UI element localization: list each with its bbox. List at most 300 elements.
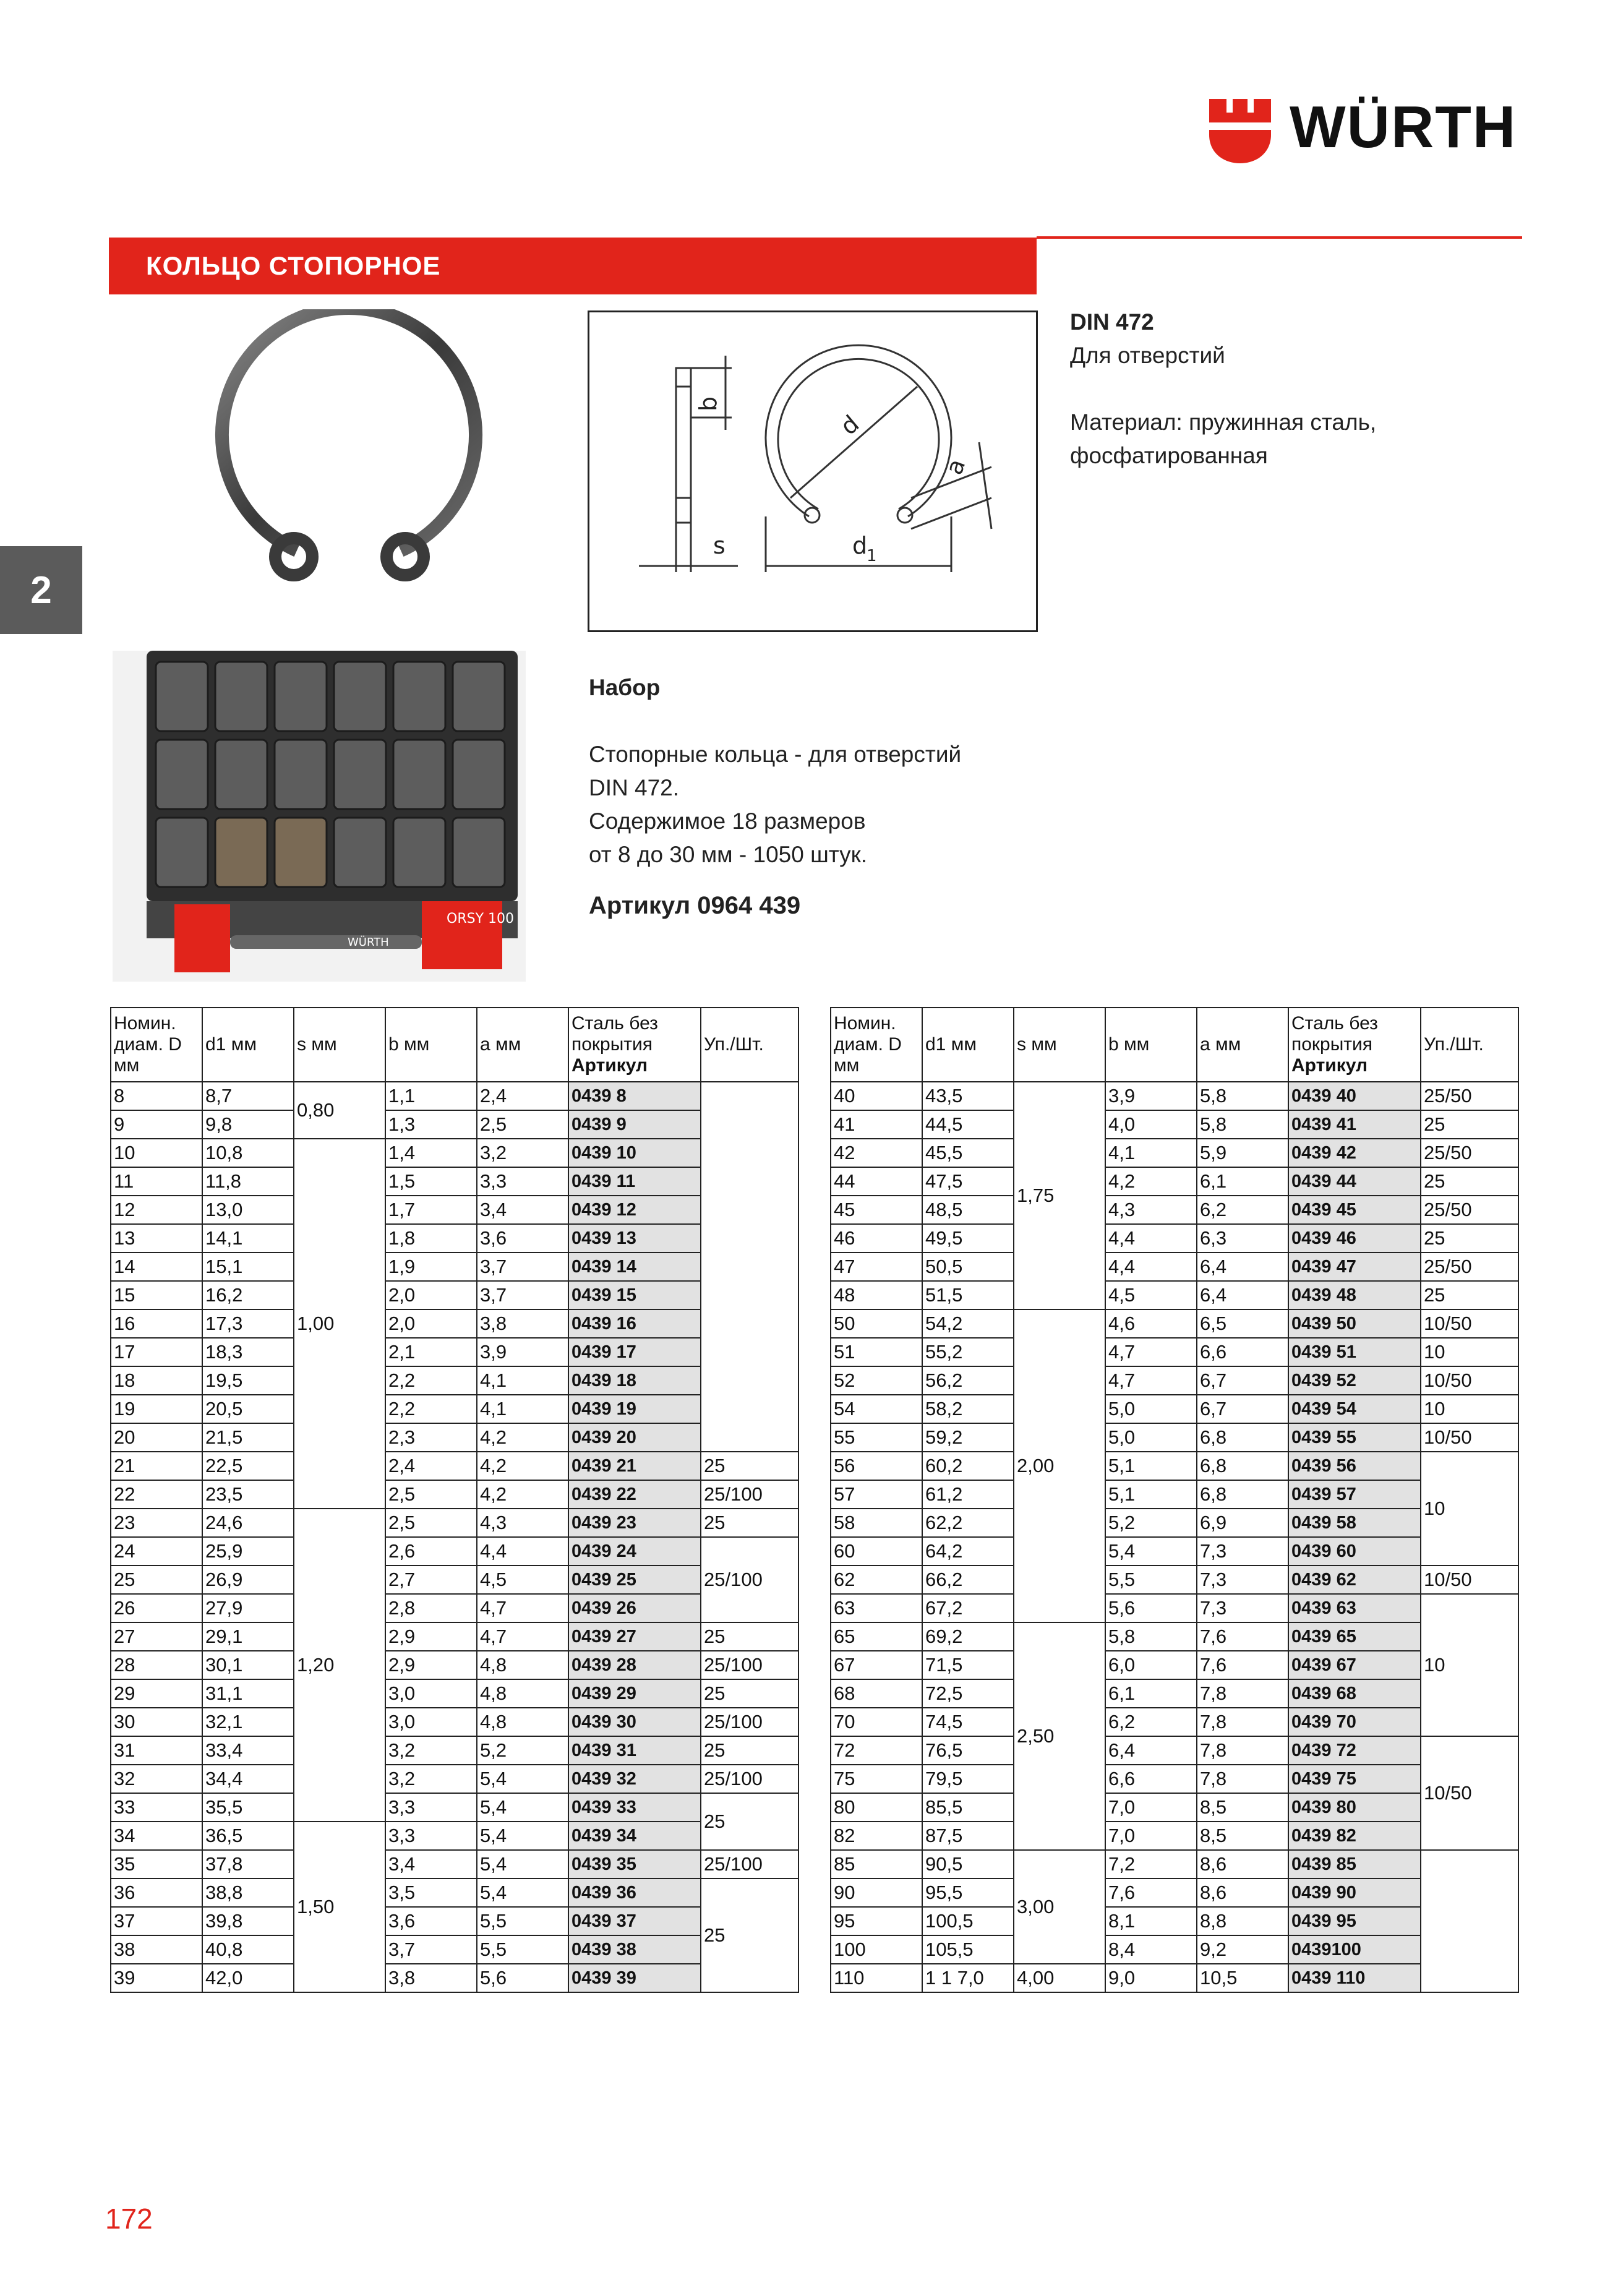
cell-b: 1,4 <box>385 1139 477 1167</box>
header-nominal-diameter <box>831 1008 922 1082</box>
cell-nominal-diameter: 82 <box>831 1822 922 1850</box>
cell-d1: 48,5 <box>922 1196 1014 1224</box>
standard-name: DIN 472 <box>1070 309 1154 335</box>
cell-b: 1,1 <box>385 1082 477 1110</box>
cell-article: 0439 75 <box>1288 1765 1421 1793</box>
cell-a: 5,2 <box>477 1736 568 1765</box>
cell-nominal-diameter: 51 <box>831 1338 922 1366</box>
cell-a: 4,4 <box>477 1537 568 1566</box>
cell-article: 0439 12 <box>568 1196 701 1224</box>
cell-article: 0439 25 <box>568 1566 701 1594</box>
cell-b: 2,9 <box>385 1651 477 1679</box>
table-row <box>831 1480 1518 1509</box>
cell-b: 5,1 <box>1105 1480 1197 1509</box>
header-article <box>568 1008 701 1082</box>
cell-d1: 54,2 <box>922 1309 1014 1338</box>
cell-a: 4,3 <box>477 1509 568 1537</box>
cell-nominal-diameter: 32 <box>111 1765 202 1793</box>
cell-nominal-diameter: 13 <box>111 1224 202 1253</box>
header-nominal-diameter-line: Номин. <box>114 1013 176 1034</box>
page-number: 172 <box>105 2203 153 2235</box>
table-row <box>111 1765 798 1793</box>
spec-table-right <box>830 1007 1519 1993</box>
cell-a: 5,6 <box>477 1964 568 1992</box>
cell-nominal-diameter: 23 <box>111 1509 202 1537</box>
table-row <box>831 1366 1518 1395</box>
cell-pack: 25 <box>701 1622 798 1651</box>
header-d1 <box>922 1008 1014 1082</box>
cell-b: 6,4 <box>1105 1736 1197 1765</box>
cell-a: 4,7 <box>477 1622 568 1651</box>
cell-article: 0439100 <box>1288 1935 1421 1964</box>
cell-pack: 25/100 <box>701 1651 798 1679</box>
cell-nominal-diameter: 36 <box>111 1878 202 1907</box>
header-s-line: s мм <box>1017 1034 1057 1055</box>
cell-nominal-diameter: 31 <box>111 1736 202 1765</box>
cell-nominal-diameter: 45 <box>831 1196 922 1224</box>
cell-b: 1,8 <box>385 1224 477 1253</box>
cell-a: 6,7 <box>1197 1366 1288 1395</box>
cell-nominal-diameter: 70 <box>831 1708 922 1736</box>
kit-compartment <box>334 818 386 887</box>
table-row <box>111 1594 798 1622</box>
cell-b: 2,8 <box>385 1594 477 1622</box>
material-line-2: фосфатированная <box>1070 443 1268 468</box>
table-row <box>831 1793 1518 1822</box>
cell-d1: 100,5 <box>922 1907 1014 1935</box>
cell-d1: 64,2 <box>922 1537 1014 1566</box>
cell-article: 0439 90 <box>1288 1878 1421 1907</box>
cell-a: 4,8 <box>477 1651 568 1679</box>
cell-b: 6,1 <box>1105 1679 1197 1708</box>
cell-pack: 25/50 <box>1421 1196 1518 1224</box>
cell-nominal-diameter: 44 <box>831 1167 922 1196</box>
cell-article: 0439 28 <box>568 1651 701 1679</box>
cell-b: 1,3 <box>385 1110 477 1139</box>
cell-d1: 47,5 <box>922 1167 1014 1196</box>
cell-nominal-diameter: 110 <box>831 1964 922 1992</box>
cell-nominal-diameter: 95 <box>831 1907 922 1935</box>
table-row <box>831 1935 1518 1964</box>
cell-d1: 11,8 <box>202 1167 294 1196</box>
cell-d1: 42,0 <box>202 1964 294 1992</box>
cell-b: 4,1 <box>1105 1139 1197 1167</box>
cell-nominal-diameter: 80 <box>831 1793 922 1822</box>
cell-d1: 85,5 <box>922 1793 1014 1822</box>
cell-d1: 56,2 <box>922 1366 1014 1395</box>
cell-article: 0439 44 <box>1288 1167 1421 1196</box>
header-nominal-diameter-line: мм <box>834 1055 860 1076</box>
cell-nominal-diameter: 26 <box>111 1594 202 1622</box>
cell-s: 1,75 <box>1014 1082 1105 1309</box>
cell-pack: 10/50 <box>1421 1309 1518 1338</box>
cell-article: 0439 8 <box>568 1082 701 1110</box>
cell-article: 0439 40 <box>1288 1082 1421 1110</box>
cell-d1: 13,0 <box>202 1196 294 1224</box>
cell-a: 7,8 <box>1197 1708 1288 1736</box>
cell-article: 0439 30 <box>568 1708 701 1736</box>
cell-pack: 10/50 <box>1421 1736 1518 1850</box>
cell-a: 7,3 <box>1197 1594 1288 1622</box>
cell-a: 4,2 <box>477 1452 568 1480</box>
cell-b: 2,3 <box>385 1423 477 1452</box>
header-a-line: a мм <box>1200 1034 1241 1055</box>
cell-b: 3,3 <box>385 1793 477 1822</box>
cell-a: 4,2 <box>477 1480 568 1509</box>
cell-b: 3,4 <box>385 1850 477 1878</box>
table-row <box>111 1395 798 1423</box>
cell-nominal-diameter: 72 <box>831 1736 922 1765</box>
header-article-line: покрытия <box>1291 1034 1373 1055</box>
cell-nominal-diameter: 100 <box>831 1935 922 1964</box>
cell-article: 0439 19 <box>568 1395 701 1423</box>
cell-pack: 25 <box>701 1452 798 1480</box>
cell-a: 7,8 <box>1197 1679 1288 1708</box>
header-nominal-diameter-line: диам. D <box>114 1034 182 1055</box>
table-row <box>111 1281 798 1309</box>
cell-nominal-diameter: 57 <box>831 1480 922 1509</box>
cell-a: 3,3 <box>477 1167 568 1196</box>
cell-a: 8,6 <box>1197 1850 1288 1878</box>
table-row <box>831 1309 1518 1338</box>
cell-b: 5,1 <box>1105 1452 1197 1480</box>
cell-article: 0439 57 <box>1288 1480 1421 1509</box>
cell-article: 0439 60 <box>1288 1537 1421 1566</box>
cell-d1: 29,1 <box>202 1622 294 1651</box>
cell-b: 2,4 <box>385 1452 477 1480</box>
table-row <box>111 1480 798 1509</box>
table-row <box>111 1878 798 1907</box>
cell-nominal-diameter: 14 <box>111 1253 202 1281</box>
retaining-ring-photo <box>204 309 495 606</box>
table-row <box>111 1622 798 1651</box>
label-a: a <box>940 455 971 479</box>
table-row <box>111 1253 798 1281</box>
table-row <box>111 1082 798 1110</box>
cell-b: 4,7 <box>1105 1338 1197 1366</box>
cell-s: 1,20 <box>294 1509 385 1822</box>
cell-pack: 25/100 <box>701 1765 798 1793</box>
cell-d1: 51,5 <box>922 1281 1014 1309</box>
cell-nominal-diameter: 35 <box>111 1850 202 1878</box>
cell-nominal-diameter: 63 <box>831 1594 922 1622</box>
cell-article: 0439 29 <box>568 1679 701 1708</box>
table-row <box>111 1708 798 1736</box>
cell-b: 3,8 <box>385 1964 477 1992</box>
cell-d1: 43,5 <box>922 1082 1014 1110</box>
cell-d1: 32,1 <box>202 1708 294 1736</box>
cell-a: 6,3 <box>1197 1224 1288 1253</box>
kit-line-1: Стопорные кольца - для отверстий <box>589 742 962 767</box>
header-b <box>1105 1008 1197 1082</box>
cell-pack: 25/100 <box>701 1708 798 1736</box>
cell-article: 0439 51 <box>1288 1338 1421 1366</box>
header-rule <box>1037 236 1522 239</box>
cell-d1: 87,5 <box>922 1822 1014 1850</box>
cell-d1: 39,8 <box>202 1907 294 1935</box>
cell-a: 6,1 <box>1197 1167 1288 1196</box>
header-a <box>477 1008 568 1082</box>
table-row <box>831 1708 1518 1736</box>
cell-nominal-diameter: 68 <box>831 1679 922 1708</box>
cell-article: 0439 39 <box>568 1964 701 1992</box>
cell-article: 0439 26 <box>568 1594 701 1622</box>
cell-a: 6,2 <box>1197 1196 1288 1224</box>
cell-b: 4,0 <box>1105 1110 1197 1139</box>
wurth-logo-text: WÜRTH <box>1290 94 1517 160</box>
table-row <box>111 1537 798 1566</box>
cell-d1: 71,5 <box>922 1651 1014 1679</box>
cell-article: 0439 37 <box>568 1907 701 1935</box>
table-row <box>831 1537 1518 1566</box>
cell-d1: 8,7 <box>202 1082 294 1110</box>
cell-nominal-diameter: 27 <box>111 1622 202 1651</box>
kit-case-label: ORSY 100 <box>447 911 514 927</box>
kit-compartment <box>275 662 327 731</box>
cell-b: 3,5 <box>385 1878 477 1907</box>
cell-pack: 25/50 <box>1421 1253 1518 1281</box>
header-pack-line: Уп./Шт. <box>1424 1034 1484 1055</box>
header-article-line: Артикул <box>571 1055 648 1076</box>
cell-article: 0439 67 <box>1288 1651 1421 1679</box>
cell-b: 5,2 <box>1105 1509 1197 1537</box>
cell-a: 4,1 <box>477 1366 568 1395</box>
cell-d1: 21,5 <box>202 1423 294 1452</box>
table-row <box>111 1110 798 1139</box>
cell-nominal-diameter: 8 <box>111 1082 202 1110</box>
header-d1 <box>202 1008 294 1082</box>
cell-article: 0439 62 <box>1288 1566 1421 1594</box>
cell-article: 0439 11 <box>568 1167 701 1196</box>
cell-a: 5,4 <box>477 1822 568 1850</box>
kit-compartment <box>275 740 327 809</box>
cell-b: 3,0 <box>385 1679 477 1708</box>
kit-compartment <box>334 740 386 809</box>
cell-nominal-diameter: 12 <box>111 1196 202 1224</box>
product-description <box>1070 306 1376 473</box>
cell-pack: 10/50 <box>1421 1423 1518 1452</box>
cell-pack: 25 <box>701 1793 798 1850</box>
cell-d1: 10,8 <box>202 1139 294 1167</box>
cell-d1: 67,2 <box>922 1594 1014 1622</box>
cell-a: 4,7 <box>477 1594 568 1622</box>
cell-b: 3,0 <box>385 1708 477 1736</box>
cell-d1: 14,1 <box>202 1224 294 1253</box>
cell-a: 6,9 <box>1197 1509 1288 1537</box>
cell-article: 0439 24 <box>568 1537 701 1566</box>
cell-b: 4,3 <box>1105 1196 1197 1224</box>
cell-d1: 20,5 <box>202 1395 294 1423</box>
cell-b: 2,7 <box>385 1566 477 1594</box>
kit-compartment <box>156 740 208 809</box>
cell-pack: 10/50 <box>1421 1366 1518 1395</box>
cell-d1: 60,2 <box>922 1452 1014 1480</box>
cell-b: 3,2 <box>385 1736 477 1765</box>
cell-pack: 25/100 <box>701 1850 798 1878</box>
cell-nominal-diameter: 65 <box>831 1622 922 1651</box>
cell-d1: 17,3 <box>202 1309 294 1338</box>
cell-article: 0439 38 <box>568 1935 701 1964</box>
material-line-1: Материал: пружинная сталь, <box>1070 409 1377 435</box>
table-row <box>111 1907 798 1935</box>
cell-d1: 90,5 <box>922 1850 1014 1878</box>
cell-a: 9,2 <box>1197 1935 1288 1964</box>
cell-a: 3,8 <box>477 1309 568 1338</box>
cell-a: 8,8 <box>1197 1907 1288 1935</box>
cell-a: 7,6 <box>1197 1622 1288 1651</box>
table-row <box>111 1309 798 1338</box>
kit-line-4: от 8 до 30 мм - 1050 штук. <box>589 842 868 867</box>
cell-nominal-diameter: 9 <box>111 1110 202 1139</box>
cell-a: 4,5 <box>477 1566 568 1594</box>
cell-article: 0439 10 <box>568 1139 701 1167</box>
cell-a: 3,6 <box>477 1224 568 1253</box>
cell-nominal-diameter: 54 <box>831 1395 922 1423</box>
cell-pack: 25 <box>701 1509 798 1537</box>
table-row <box>111 1366 798 1395</box>
table-row <box>111 1651 798 1679</box>
cell-b: 6,0 <box>1105 1651 1197 1679</box>
cell-a: 6,8 <box>1197 1423 1288 1452</box>
kit-compartment <box>393 740 445 809</box>
cell-d1: 58,2 <box>922 1395 1014 1423</box>
kit-compartment <box>215 818 267 887</box>
cell-b: 2,1 <box>385 1338 477 1366</box>
cell-b: 9,0 <box>1105 1964 1197 1992</box>
cell-b: 4,4 <box>1105 1253 1197 1281</box>
table-row <box>831 1139 1518 1167</box>
cell-b: 3,6 <box>385 1907 477 1935</box>
cell-nominal-diameter: 40 <box>831 1082 922 1110</box>
cell-b: 4,2 <box>1105 1167 1197 1196</box>
cell-a: 5,8 <box>1197 1082 1288 1110</box>
cell-nominal-diameter: 46 <box>831 1224 922 1253</box>
cell-d1: 15,1 <box>202 1253 294 1281</box>
table-row <box>111 1509 798 1537</box>
cell-b: 7,6 <box>1105 1878 1197 1907</box>
cell-nominal-diameter: 22 <box>111 1480 202 1509</box>
chapter-tab: 2 <box>0 546 82 634</box>
cell-article: 0439 15 <box>568 1281 701 1309</box>
kit-compartment <box>453 662 505 731</box>
cell-b: 2,0 <box>385 1281 477 1309</box>
cell-a: 5,4 <box>477 1850 568 1878</box>
kit-compartment <box>156 818 208 887</box>
table-row <box>111 1793 798 1822</box>
cell-pack <box>701 1082 798 1452</box>
cell-nominal-diameter: 33 <box>111 1793 202 1822</box>
cell-a: 5,4 <box>477 1765 568 1793</box>
cell-a: 3,2 <box>477 1139 568 1167</box>
cell-a: 5,5 <box>477 1935 568 1964</box>
cell-b: 4,5 <box>1105 1281 1197 1309</box>
cell-article: 0439 22 <box>568 1480 701 1509</box>
cell-d1: 22,5 <box>202 1452 294 1480</box>
cell-d1: 27,9 <box>202 1594 294 1622</box>
table-row <box>831 1196 1518 1224</box>
cell-article: 0439 9 <box>568 1110 701 1139</box>
table-row <box>831 1452 1518 1480</box>
cell-a: 5,4 <box>477 1878 568 1907</box>
header-nominal-diameter-line: диам. D <box>834 1034 902 1055</box>
cell-article: 0439 82 <box>1288 1822 1421 1850</box>
cell-d1: 26,9 <box>202 1566 294 1594</box>
cell-nominal-diameter: 10 <box>111 1139 202 1167</box>
header-article-line: покрытия <box>571 1034 653 1055</box>
cell-d1: 34,4 <box>202 1765 294 1793</box>
kit-line-3: Содержимое 18 размеров <box>589 808 866 834</box>
cell-article: 0439 46 <box>1288 1224 1421 1253</box>
header-b-line: b мм <box>1108 1034 1150 1055</box>
cell-nominal-diameter: 52 <box>831 1366 922 1395</box>
cell-a: 4,2 <box>477 1423 568 1452</box>
header-d1-line: d1 мм <box>925 1034 977 1055</box>
header-article-line: Артикул <box>1291 1055 1368 1076</box>
cell-d1: 72,5 <box>922 1679 1014 1708</box>
header-d1-line: d1 мм <box>205 1034 257 1055</box>
cell-a: 3,7 <box>477 1281 568 1309</box>
table-header-row <box>831 1008 1518 1082</box>
cell-b: 4,6 <box>1105 1309 1197 1338</box>
cell-b: 6,6 <box>1105 1765 1197 1793</box>
cell-pack: 25 <box>1421 1281 1518 1309</box>
cell-article: 0439 54 <box>1288 1395 1421 1423</box>
table-row <box>831 1167 1518 1196</box>
cell-article: 0439 65 <box>1288 1622 1421 1651</box>
cell-a: 5,9 <box>1197 1139 1288 1167</box>
cell-nominal-diameter: 15 <box>111 1281 202 1309</box>
cell-pack <box>1421 1850 1518 1992</box>
cell-a: 8,5 <box>1197 1822 1288 1850</box>
assortment-kit-photo <box>113 651 526 982</box>
cell-article: 0439 85 <box>1288 1850 1421 1878</box>
cell-s: 3,00 <box>1014 1850 1105 1964</box>
cell-article: 0439 17 <box>568 1338 701 1366</box>
technical-drawing <box>588 311 1038 632</box>
kit-compartment <box>453 740 505 809</box>
kit-article: Артикул 0964 439 <box>589 892 801 919</box>
cell-nominal-diameter: 24 <box>111 1537 202 1566</box>
table-row <box>111 1423 798 1452</box>
cell-pack: 25/100 <box>701 1537 798 1622</box>
cell-article: 0439 55 <box>1288 1423 1421 1452</box>
cell-d1: 35,5 <box>202 1793 294 1822</box>
cell-a: 6,8 <box>1197 1480 1288 1509</box>
cell-article: 0439 33 <box>568 1793 701 1822</box>
table-row <box>831 1964 1518 1992</box>
header-s <box>1014 1008 1105 1082</box>
kit-compartment <box>334 662 386 731</box>
cell-article: 0439 52 <box>1288 1366 1421 1395</box>
header-nominal-diameter <box>111 1008 202 1082</box>
cell-pack: 25/100 <box>701 1480 798 1509</box>
cell-b: 3,7 <box>385 1935 477 1964</box>
cell-article: 0439 27 <box>568 1622 701 1651</box>
cell-pack: 25/50 <box>1421 1139 1518 1167</box>
table-row <box>831 1566 1518 1594</box>
cell-b: 2,6 <box>385 1537 477 1566</box>
table-row <box>831 1395 1518 1423</box>
cell-nominal-diameter: 55 <box>831 1423 922 1452</box>
cell-a: 7,3 <box>1197 1537 1288 1566</box>
cell-article: 0439 48 <box>1288 1281 1421 1309</box>
cell-s: 1,00 <box>294 1139 385 1509</box>
cell-nominal-diameter: 21 <box>111 1452 202 1480</box>
section-title: КОЛЬЦО СТОПОРНОЕ <box>146 251 441 280</box>
cell-article: 0439 42 <box>1288 1139 1421 1167</box>
table-row <box>831 1907 1518 1935</box>
cell-nominal-diameter: 28 <box>111 1651 202 1679</box>
